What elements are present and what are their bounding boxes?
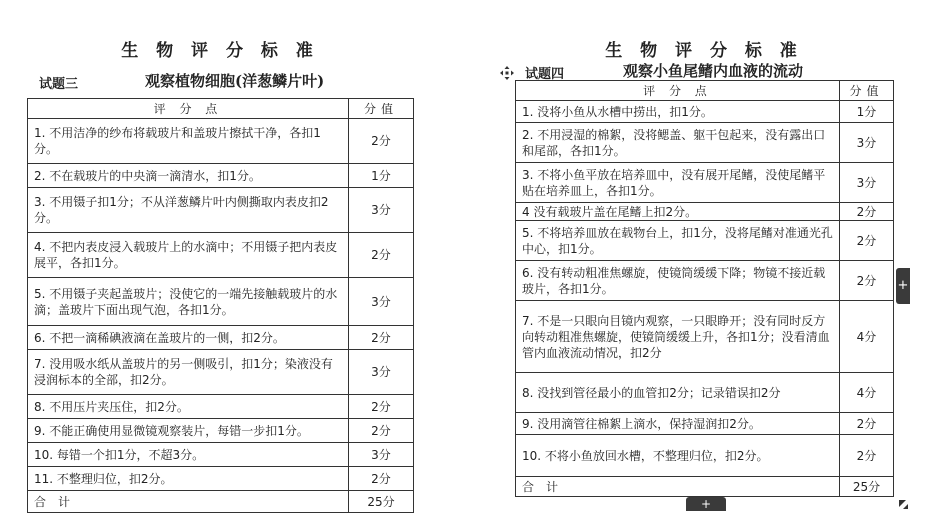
- score-value: 1分: [349, 164, 414, 188]
- score-point: 8. 不用压片夹压住，扣2分。: [28, 395, 349, 419]
- score-point: 11. 不整理归位，扣2分。: [28, 467, 349, 491]
- score-value: 4分: [840, 301, 894, 373]
- score-point: 6. 没有转动粗准焦螺旋，使镜筒缓缓下降；物镜不接近载玻片，各扣1分。: [516, 261, 840, 301]
- table-row: [516, 301, 894, 373]
- table-row: [28, 467, 414, 491]
- score-value: 2分: [349, 419, 414, 443]
- table-row: [516, 203, 894, 221]
- score-point: 2. 不用浸湿的棉絮，没将鳃盖、躯干包起来，没有露出口和尾部，各扣1分。: [516, 123, 840, 163]
- score-point: 3. 不用镊子扣1分；不从洋葱鳞片叶内侧撕取内表皮扣2分。: [28, 188, 349, 233]
- left-question-name: 观察植物细胞(洋葱鳞片叶): [145, 72, 325, 90]
- score-value-header: 分值: [349, 99, 414, 119]
- right-question-label: 试题四: [525, 67, 565, 82]
- table-row: [28, 233, 414, 278]
- total-row: [516, 477, 894, 497]
- right-page-title: 生 物 评 分 标 准: [605, 41, 803, 61]
- table-row: [28, 119, 414, 164]
- score-point: 3. 不将小鱼平放在培养皿中，没有展开尾鳍，没使尾鳍平贴在培养皿上，各扣1分。: [516, 163, 840, 203]
- score-point: 8. 没找到管径最小的血管扣2分；记录错误扣2分: [516, 373, 840, 413]
- score-value: 3分: [349, 443, 414, 467]
- table-row: [28, 395, 414, 419]
- score-point: 7. 没用吸水纸从盖玻片的另一侧吸引，扣1分；染液没有浸润标本的全部，扣2分。: [28, 350, 349, 395]
- score-value: 3分: [349, 278, 414, 326]
- score-point: 1. 没将小鱼从水槽中捞出，扣1分。: [516, 101, 840, 123]
- table-row: [28, 164, 414, 188]
- left-page-title: 生 物 评 分 标 准: [121, 41, 319, 61]
- score-point: 4. 不把内表皮浸入载玻片上的水滴中；不用镊子把内表皮展平，各扣1分。: [28, 233, 349, 278]
- table-row: [28, 188, 414, 233]
- score-point: 1. 不用洁净的纱布将载玻片和盖玻片擦拭干净，各扣1分。: [28, 119, 349, 164]
- total-row: [28, 491, 414, 513]
- score-point: 5. 不将培养皿放在载物台上，扣1分，没将尾鳍对准通光孔中心，扣1分。: [516, 221, 840, 261]
- score-value: 2分: [840, 435, 894, 477]
- score-value: 2分: [349, 233, 414, 278]
- score-value: 2分: [840, 413, 894, 435]
- score-point: 9. 没用滴管往棉絮上滴水，保持湿润扣2分。: [516, 413, 840, 435]
- score-value: 3分: [840, 163, 894, 203]
- resize-icon[interactable]: [896, 497, 910, 511]
- side-expand-tab[interactable]: +: [896, 268, 910, 304]
- table-row: [28, 278, 414, 326]
- score-point: 9. 不能正确使用显微镜观察装片，每错一步扣1分。: [28, 419, 349, 443]
- score-point: 5. 不用镊子夹起盖玻片；没使它的一端先接触载玻片的水滴；盖玻片下面出现气泡，各扣1分。: [28, 278, 349, 326]
- table-row: [28, 326, 414, 350]
- score-value: 3分: [840, 123, 894, 163]
- right-score-table: [515, 80, 894, 497]
- score-value: 2分: [840, 261, 894, 301]
- score-value: 4分: [840, 373, 894, 413]
- score-value: 2分: [349, 395, 414, 419]
- score-value: 2分: [840, 203, 894, 221]
- score-value: 2分: [840, 221, 894, 261]
- score-value-header: 分值: [840, 81, 894, 101]
- score-point-header: 评 分 点: [28, 99, 349, 119]
- left-question-label: 试题三: [39, 77, 79, 92]
- score-point: 2. 不在载玻片的中央滴一滴清水，扣1分。: [28, 164, 349, 188]
- total-label: 合 计: [516, 477, 840, 497]
- score-point: 10. 每错一个扣1分，不超3分。: [28, 443, 349, 467]
- table-row: [516, 373, 894, 413]
- table-row: [516, 123, 894, 163]
- table-row: [516, 435, 894, 477]
- score-value: 1分: [840, 101, 894, 123]
- score-value: 3分: [349, 350, 414, 395]
- move-icon[interactable]: [500, 66, 514, 80]
- table-row: [516, 101, 894, 123]
- score-value: 2分: [349, 467, 414, 491]
- score-point: 7. 不是一只眼向目镜内观察，一只眼睁开；没有同时反方向转动粗准焦螺旋，使镜筒缓缓上升，各扣1分；没看清血管内血液流动情况，扣2分: [516, 301, 840, 373]
- table-row: [516, 221, 894, 261]
- score-value: 2分: [349, 326, 414, 350]
- total-value: 25分: [840, 477, 894, 497]
- score-value: 2分: [349, 119, 414, 164]
- total-label: 合 计: [28, 491, 349, 513]
- table-row: [28, 419, 414, 443]
- table-row: [516, 261, 894, 301]
- left-score-table: [27, 98, 414, 513]
- score-point: 4 没有载玻片盖在尾鳍上扣2分。: [516, 203, 840, 221]
- total-value: 25分: [349, 491, 414, 513]
- table-row: [28, 443, 414, 467]
- table-row: [516, 413, 894, 435]
- score-point: 6. 不把一滴稀碘液滴在盖玻片的一侧，扣2分。: [28, 326, 349, 350]
- score-value: 3分: [349, 188, 414, 233]
- table-row: [516, 163, 894, 203]
- score-point-header: 评 分 点: [516, 81, 840, 101]
- score-point: 10. 不将小鱼放回水槽，不整理归位，扣2分。: [516, 435, 840, 477]
- right-question-name: 观察小鱼尾鳍内血液的流动: [623, 62, 804, 80]
- bottom-expand-tab[interactable]: +: [686, 497, 726, 511]
- table-row: [28, 350, 414, 395]
